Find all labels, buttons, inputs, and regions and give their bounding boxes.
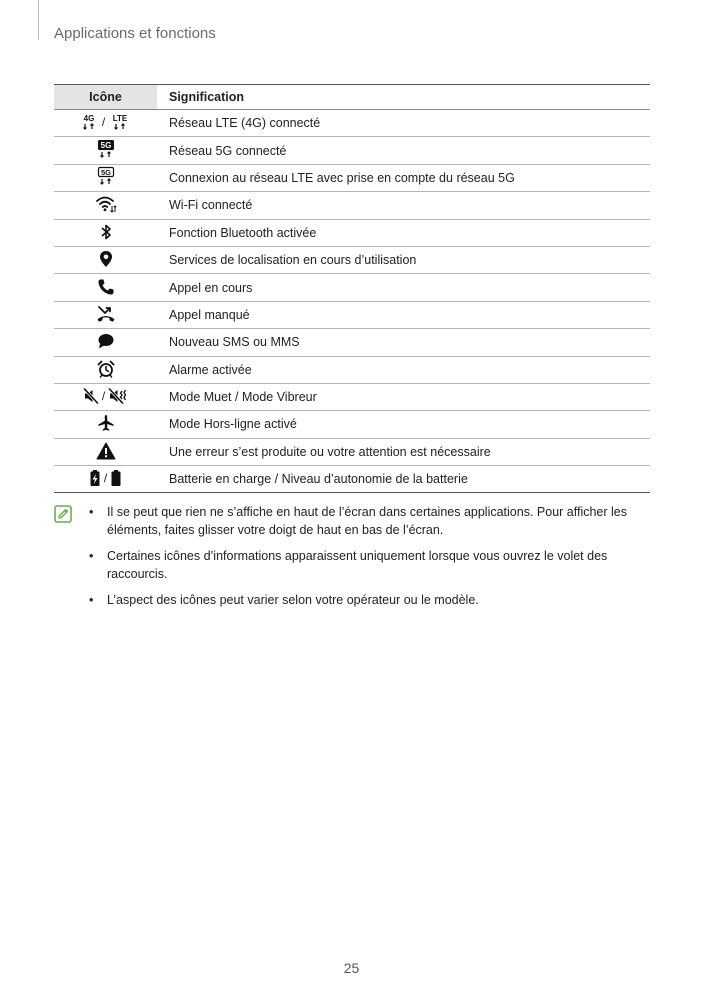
row-meaning: Services de localisation en cours d’utilisation — [157, 246, 650, 273]
row-meaning: Mode Muet / Mode Vibreur — [157, 383, 650, 410]
row-meaning: Fonction Bluetooth activée — [157, 219, 650, 246]
bullet: • — [89, 593, 94, 607]
battery-charging-icon — [89, 469, 101, 487]
missed-call-icon — [96, 305, 116, 323]
bluetooth-icon — [100, 223, 112, 241]
row-meaning: Appel en cours — [157, 274, 650, 301]
table-row — [54, 137, 650, 164]
table-row — [54, 192, 650, 219]
network-lte-with-5g-icon — [96, 166, 116, 186]
table-row — [54, 411, 650, 438]
list-item — [89, 591, 629, 609]
table-row — [54, 301, 650, 328]
row-meaning: Alarme activée — [157, 356, 650, 383]
location-icon — [99, 250, 113, 268]
column-header-icon: Icône — [54, 85, 157, 110]
icon-separator: / — [101, 115, 106, 130]
table-row — [54, 383, 650, 410]
message-icon — [97, 332, 115, 350]
wifi-icon — [95, 195, 117, 213]
svg-text:LTE: LTE — [112, 114, 128, 124]
table-row — [54, 246, 650, 273]
column-header-meaning: Signification — [157, 85, 650, 110]
mute-icon — [83, 387, 99, 405]
note-pencil-icon — [54, 505, 72, 523]
list-item — [89, 547, 629, 583]
section-title: Applications et fonctions — [54, 25, 216, 42]
table-row — [54, 274, 650, 301]
bullet: • — [89, 505, 94, 519]
svg-text:5G: 5G — [100, 141, 111, 151]
row-meaning: Réseau LTE (4G) connecté — [157, 110, 650, 137]
row-meaning: Batterie en charge / Niveau d’autonomie de la batterie — [157, 466, 650, 493]
row-meaning: Nouveau SMS ou MMS — [157, 329, 650, 356]
svg-text:4G: 4G — [83, 114, 95, 124]
row-meaning: Connexion au réseau LTE avec prise en compte du réseau 5G — [157, 164, 650, 191]
row-meaning: Wi-Fi connecté — [157, 192, 650, 219]
note-text: L’aspect des icônes peut varier selon votre opérateur ou le modèle. — [107, 593, 479, 607]
note-text: Il se peut que rien ne s’affiche en haut de l’écran dans certaines applications. Pour afficher les éléments, faites glisser votre doigt de haut en bas de l’écran. — [107, 505, 628, 537]
row-meaning: Une erreur s’est produite ou votre attention est nécessaire — [157, 438, 650, 465]
page-number: 25 — [343, 960, 360, 976]
call-icon — [97, 278, 115, 296]
network-4g-icon — [79, 113, 99, 131]
table-header-row — [54, 85, 650, 110]
table-row — [54, 164, 650, 191]
alarm-icon — [97, 360, 115, 378]
table-row — [54, 438, 650, 465]
airplane-icon — [97, 414, 115, 432]
table-row — [54, 110, 650, 137]
note-text: Certaines icônes d’informations apparaissent uniquement lorsque vous ouvrez le volet des raccourcis. — [107, 549, 608, 581]
row-meaning: Appel manqué — [157, 301, 650, 328]
list-item — [89, 503, 629, 539]
svg-text:5G: 5G — [100, 168, 111, 178]
icon-separator: / — [101, 389, 106, 404]
side-rule — [38, 0, 39, 40]
table-row — [54, 219, 650, 246]
icons-table — [54, 84, 650, 493]
network-lte-icon — [108, 113, 132, 131]
row-meaning: Mode Hors-ligne activé — [157, 411, 650, 438]
row-meaning: Réseau 5G connecté — [157, 137, 650, 164]
bullet: • — [89, 549, 94, 563]
warning-icon — [96, 442, 116, 460]
icon-separator: / — [103, 471, 108, 486]
table-row — [54, 329, 650, 356]
battery-level-icon — [110, 469, 122, 487]
table-row — [54, 356, 650, 383]
table-row — [54, 466, 650, 493]
vibrate-icon — [108, 387, 128, 405]
network-5g-icon — [96, 139, 116, 159]
notes-list — [89, 503, 629, 617]
